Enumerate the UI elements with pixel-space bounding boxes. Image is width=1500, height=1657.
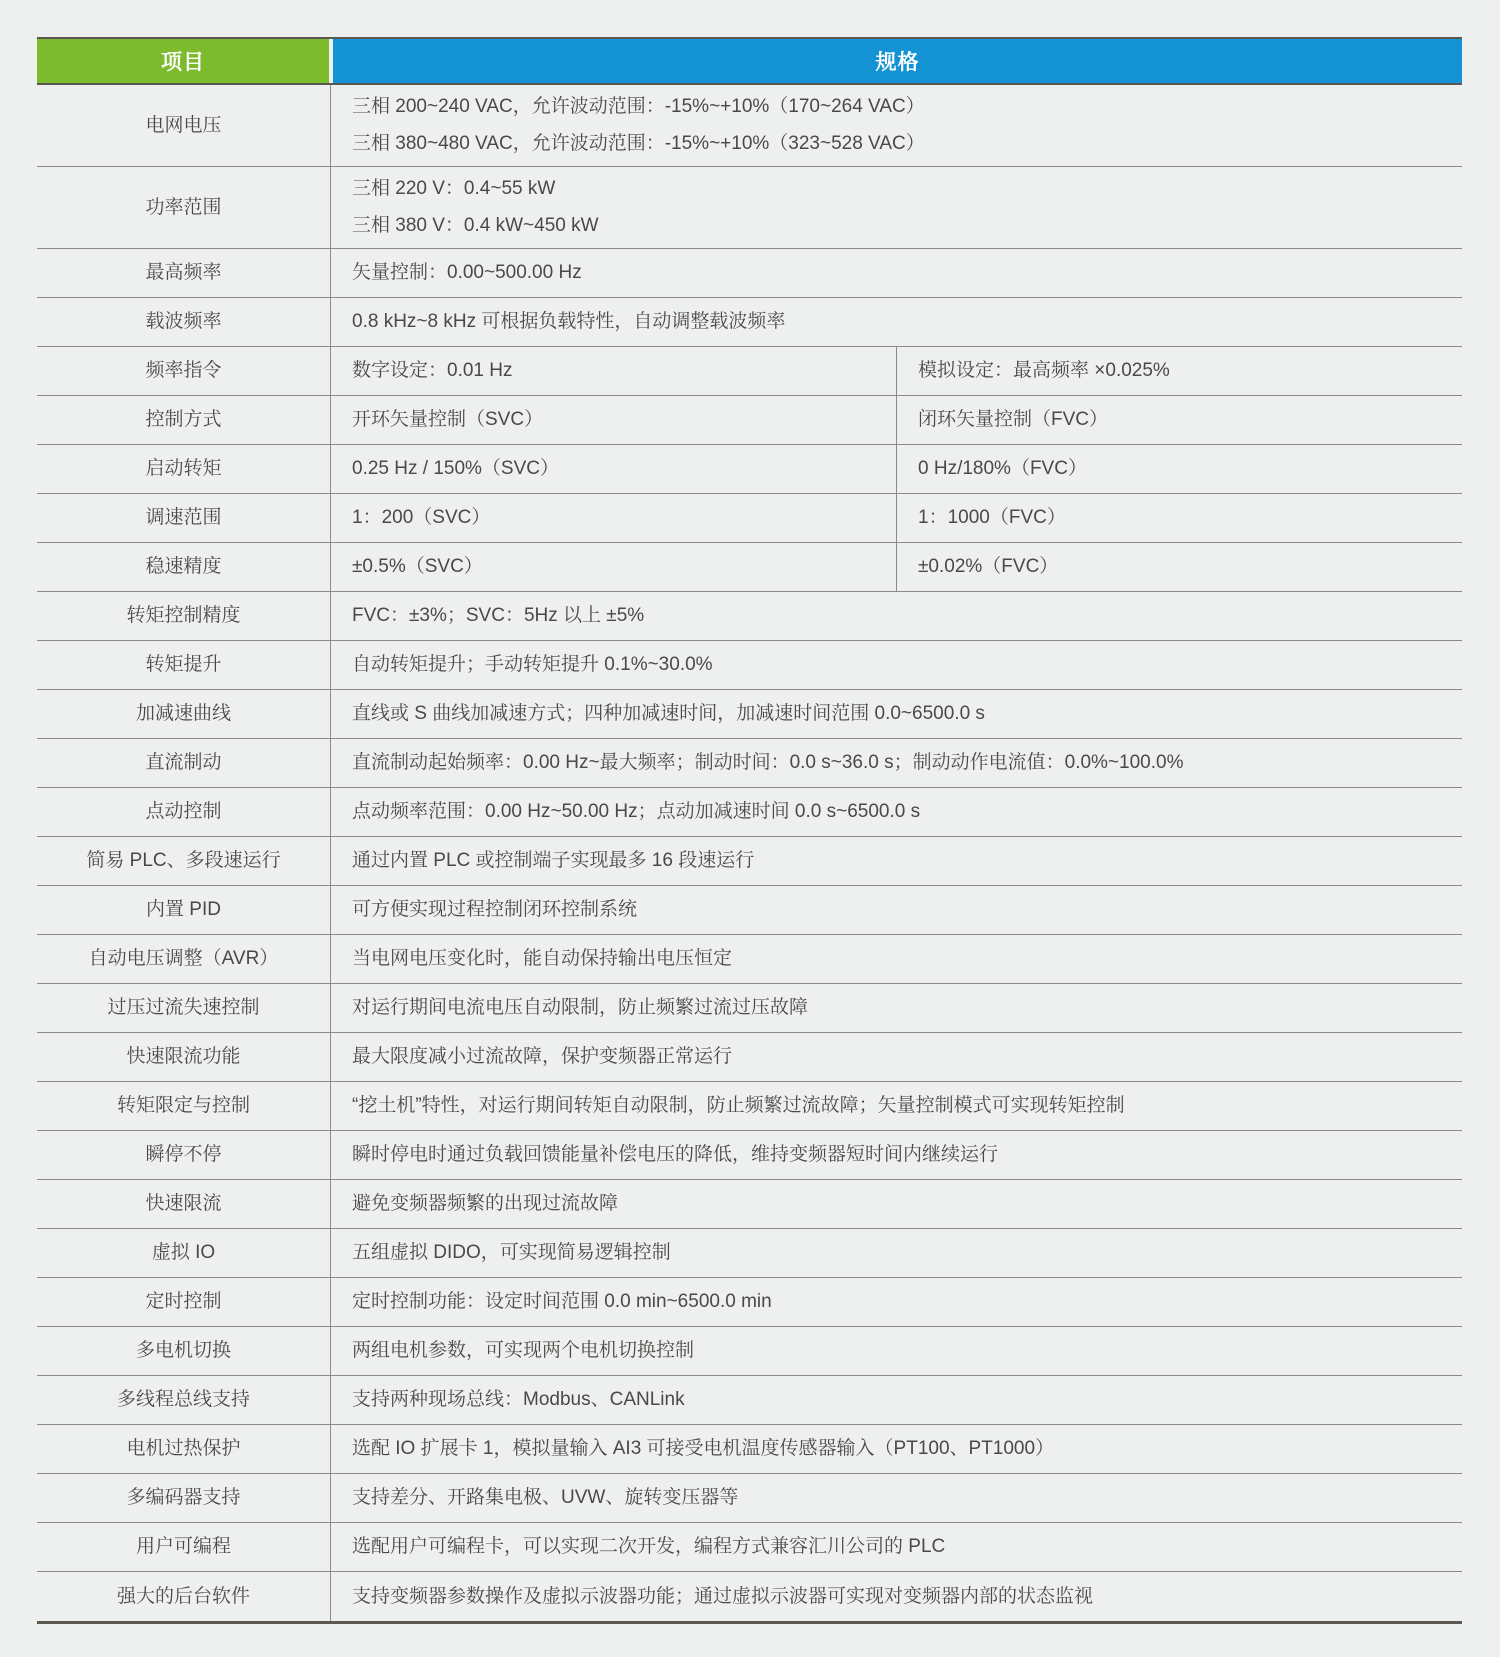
row-spec-line: 可方便实现过程控制闭环控制系统 (352, 899, 638, 921)
table-row (37, 85, 1462, 167)
table-row (37, 1474, 1462, 1523)
table-row (37, 690, 1462, 739)
table-row (37, 1180, 1462, 1229)
row-spec-line: 选配用户可编程卡，可以实现二次开发，编程方式兼容汇川公司的 PLC (352, 1536, 946, 1558)
row-item-label: 多电机切换 (37, 1327, 331, 1375)
row-item-label: 快速限流 (37, 1180, 331, 1228)
row-spec-value-fvc: 1：1000（FVC） (918, 507, 1066, 529)
row-spec-line: 支持两种现场总线：Modbus、CANLink (352, 1389, 685, 1411)
table-row (37, 788, 1462, 837)
row-spec-line: 直线或 S 曲线加减速方式；四种加减速时间，加减速时间范围 0.0~6500.0 s (352, 703, 985, 725)
row-spec-line: 支持差分、开路集电极、UVW、旋转变压器等 (352, 1487, 739, 1509)
row-item-label: 点动控制 (37, 788, 331, 836)
row-spec-line: 对运行期间电流电压自动限制，防止频繁过流过压故障 (352, 997, 809, 1019)
table-row (37, 445, 1462, 494)
row-item-label: 电机过热保护 (37, 1425, 331, 1473)
table-row (37, 984, 1462, 1033)
row-spec-line: 自动转矩提升；手动转矩提升 0.1%~30.0% (352, 654, 713, 676)
table-row (37, 886, 1462, 935)
row-item-label: 转矩提升 (37, 641, 331, 689)
row-item-label: 稳速精度 (37, 543, 331, 591)
row-spec-value (331, 249, 1462, 297)
table-body (37, 85, 1462, 1621)
row-spec-value (331, 984, 1462, 1032)
row-spec-value (331, 1425, 1462, 1473)
row-spec-line: 支持变频器参数操作及虚拟示波器功能；通过虚拟示波器可实现对变频器内部的状态监视 (352, 1585, 1094, 1607)
row-item-label: 简易 PLC、多段速运行 (37, 837, 331, 885)
table-row (37, 494, 1462, 543)
row-spec-line: 五组虚拟 DIDO，可实现简易逻辑控制 (352, 1242, 671, 1264)
table-row (37, 1327, 1462, 1376)
row-spec-value (331, 1278, 1462, 1326)
row-item-label: 内置 PID (37, 886, 331, 934)
row-spec-line: 最大限度减小过流故障，保护变频器正常运行 (352, 1046, 733, 1068)
row-spec-value (331, 85, 1462, 166)
row-spec-line: 矢量控制：0.00~500.00 Hz (352, 262, 582, 284)
table-header (37, 39, 1462, 85)
row-spec-line: 两组电机参数，可实现两个电机切换控制 (352, 1340, 695, 1362)
table-row (37, 935, 1462, 984)
row-spec-line: 三相 220 V：0.4~55 kW (352, 178, 556, 200)
row-item-label: 多线程总线支持 (37, 1376, 331, 1424)
row-spec-line: 选配 IO 扩展卡 1，模拟量输入 AI3 可接受电机温度传感器输入（PT100、PT1000） (352, 1438, 1055, 1460)
row-spec-value (331, 886, 1462, 934)
row-item-label: 快速限流功能 (37, 1033, 331, 1081)
row-item-label: 加减速曲线 (37, 690, 331, 738)
row-item-label: 调速范围 (37, 494, 331, 542)
table-row (37, 1425, 1462, 1474)
table-row (37, 396, 1462, 445)
spec-table (37, 37, 1462, 1624)
row-item-label: 启动转矩 (37, 445, 331, 493)
row-spec-line: 三相 380~480 VAC，允许波动范围：-15%~+10%（323~528 VAC） (352, 133, 925, 154)
row-item-label: 转矩控制精度 (37, 592, 331, 640)
row-spec-value-fvc: 模拟设定：最高频率 ×0.025% (918, 360, 1170, 382)
row-spec-value-svc: 数字设定：0.01 Hz (331, 347, 897, 395)
row-spec-value (331, 1082, 1462, 1130)
row-spec-value (331, 1474, 1462, 1522)
row-spec-value (331, 298, 1462, 346)
row-spec-value (331, 690, 1462, 738)
row-spec-line: 通过内置 PLC 或控制端子实现最多 16 段速运行 (352, 850, 755, 872)
row-spec-line: “挖土机”特性，对运行期间转矩自动限制，防止频繁过流故障；矢量控制模式可实现转矩控制 (352, 1095, 1125, 1117)
row-spec-value-svc: ±0.5%（SVC） (331, 543, 897, 591)
table-row (37, 1376, 1462, 1425)
table-row (37, 1278, 1462, 1327)
row-spec-value (331, 1131, 1462, 1179)
row-item-label: 自动电压调整（AVR） (37, 935, 331, 983)
row-spec-line: 三相 380 V：0.4 kW~450 kW (352, 215, 599, 236)
row-spec-line: FVC：±3%；SVC：5Hz 以上 ±5% (352, 605, 645, 627)
row-spec-value (331, 837, 1462, 885)
row-spec-value (331, 167, 1462, 248)
row-spec-line: 定时控制功能：设定时间范围 0.0 min~6500.0 min (352, 1291, 772, 1313)
table-row (37, 739, 1462, 788)
table-row (37, 347, 1462, 396)
row-item-label: 电网电压 (37, 85, 331, 166)
table-row (37, 641, 1462, 690)
row-spec-line: 避免变频器频繁的出现过流故障 (352, 1193, 619, 1215)
column-header-item: 项目 (37, 39, 329, 83)
table-row (37, 1033, 1462, 1082)
row-item-label: 瞬停不停 (37, 1131, 331, 1179)
table-row (37, 249, 1462, 298)
row-item-label: 强大的后台软件 (37, 1572, 331, 1621)
row-item-label: 最高频率 (37, 249, 331, 297)
row-spec-value (331, 1033, 1462, 1081)
row-spec-line: 当电网电压变化时，能自动保持输出电压恒定 (352, 948, 733, 970)
row-item-label: 频率指令 (37, 347, 331, 395)
column-header-spec: 规格 (333, 39, 1462, 83)
row-item-label: 定时控制 (37, 1278, 331, 1326)
row-spec-line: 三相 200~240 VAC，允许波动范围：-15%~+10%（170~264 VAC） (352, 96, 925, 118)
table-row (37, 167, 1462, 249)
row-item-label: 载波频率 (37, 298, 331, 346)
table-row (37, 1523, 1462, 1572)
row-spec-value (331, 1523, 1462, 1571)
row-spec-value-svc: 开环矢量控制（SVC） (331, 396, 897, 444)
row-spec-line: 瞬时停电时通过负载回馈能量补偿电压的降低，维持变频器短时间内继续运行 (352, 1144, 999, 1166)
row-item-label: 过压过流失速控制 (37, 984, 331, 1032)
row-spec-value (331, 788, 1462, 836)
row-spec-value (331, 1229, 1462, 1277)
row-spec-value (331, 739, 1462, 787)
table-row (37, 1131, 1462, 1180)
row-item-label: 多编码器支持 (37, 1474, 331, 1522)
table-row (37, 298, 1462, 347)
row-item-label: 功率范围 (37, 167, 331, 248)
row-spec-value-fvc: 0 Hz/180%（FVC） (918, 458, 1087, 480)
row-item-label: 虚拟 IO (37, 1229, 331, 1277)
row-spec-value (331, 1327, 1462, 1375)
row-item-label: 用户可编程 (37, 1523, 331, 1571)
row-spec-value (331, 1376, 1462, 1424)
table-row (37, 543, 1462, 592)
table-row (37, 1572, 1462, 1621)
table-row (37, 1229, 1462, 1278)
row-spec-value (331, 1572, 1462, 1621)
table-row (37, 592, 1462, 641)
row-item-label: 直流制动 (37, 739, 331, 787)
table-row (37, 1082, 1462, 1131)
row-spec-value-fvc: 闭环矢量控制（FVC） (918, 409, 1109, 431)
row-item-label: 控制方式 (37, 396, 331, 444)
row-spec-value (331, 935, 1462, 983)
row-spec-line: 0.8 kHz~8 kHz 可根据负载特性，自动调整载波频率 (352, 311, 786, 333)
row-spec-value (331, 592, 1462, 640)
table-row (37, 837, 1462, 886)
row-spec-line: 直流制动起始频率：0.00 Hz~最大频率；制动时间：0.0 s~36.0 s；制动动作电流值：0.0%~100.0% (352, 752, 1184, 774)
row-spec-value (331, 1180, 1462, 1228)
row-spec-line: 点动频率范围：0.00 Hz~50.00 Hz；点动加减速时间 0.0 s~6500.0 s (352, 801, 921, 823)
row-spec-value-svc: 0.25 Hz / 150%（SVC） (331, 445, 897, 493)
row-item-label: 转矩限定与控制 (37, 1082, 331, 1130)
row-spec-value (331, 641, 1462, 689)
row-spec-value-fvc: ±0.02%（FVC） (918, 556, 1059, 578)
row-spec-value-svc: 1：200（SVC） (331, 494, 897, 542)
